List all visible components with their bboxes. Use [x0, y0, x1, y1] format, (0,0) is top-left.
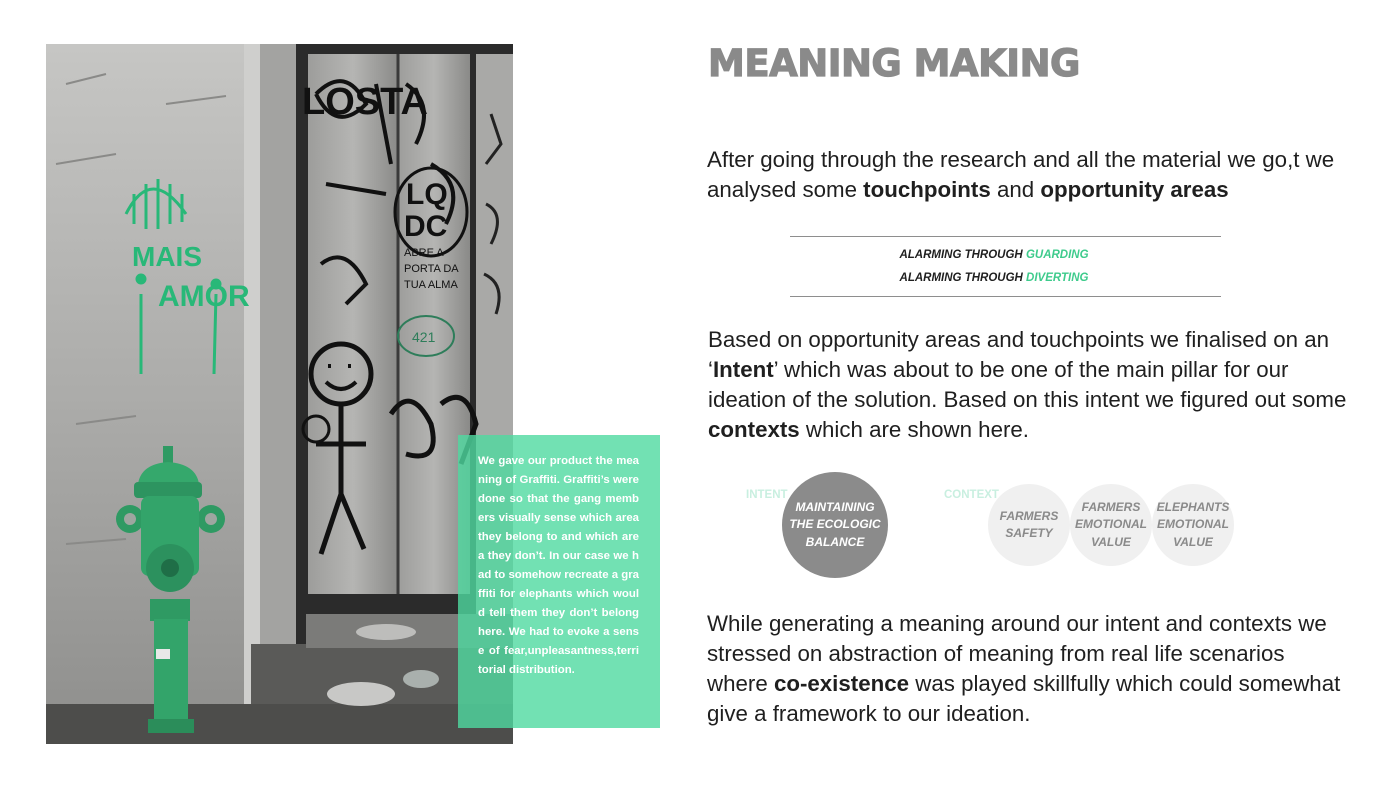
graffiti-photo [46, 44, 513, 744]
para2-bold-contexts: contexts [708, 417, 800, 442]
alarm-prefix: ALARMING THROUGH [899, 249, 1026, 261]
graffiti-number: 421 [412, 329, 436, 345]
graffiti-amor: AMOR [158, 280, 250, 313]
context-value: FARMERS EMOTIONAL VALUE [1075, 499, 1147, 549]
page-title: MEANING MAKING [708, 42, 1080, 85]
para2-text-2: ’ which was about to be one of the main pillar for our ideation of the solution. Based on this intent we figured out some [708, 357, 1347, 412]
context-circle-farmers-emotional [1070, 484, 1152, 566]
graffiti-portada: PORTA DA [404, 263, 459, 275]
paragraph-research [707, 145, 1347, 205]
context-circle-elephants-emotional [1152, 484, 1234, 566]
graffiti-abrea: ABRE A [404, 247, 444, 259]
alarm-prefix: ALARMING THROUGH [899, 272, 1027, 284]
para3-bold-coexistence: co-existence [773, 671, 910, 696]
graffiti-lq: LQ [406, 178, 448, 211]
graffiti-losta: LOSTA [302, 81, 428, 123]
graffiti-dc: DC [404, 210, 448, 243]
paragraph-coexistence [707, 609, 1347, 729]
para2-bold-intent: Intent [712, 357, 774, 382]
intent-circle [782, 472, 888, 578]
divider-bottom [790, 296, 1221, 297]
divider-top [790, 236, 1221, 237]
paragraph-intent [708, 325, 1348, 445]
alarm-accent: DIVERTING [1026, 272, 1089, 284]
intent-value: MAINTAINING THE ECOLOGIC BALANCE [789, 499, 881, 549]
alarm-item-diverting [790, 272, 1198, 284]
graffiti-tuaalma: TUA ALMA [404, 279, 458, 291]
caption-text: We gave our product the meaning of Graffiti. Graffiti’s were done so that the gang members visually sense which area they belong to and which area they don’t. In our case we had to somehow recreate a graffiti for elephants which would tell them they don’t belong here. We had to evoke a sense of fear,unpleasantness,territorial distribution. [478, 455, 639, 676]
alarm-item-guarding [790, 249, 1198, 261]
para2-text-1: Based on opportunity areas and touchpoints we finalised on an ‘ [708, 327, 1330, 382]
alarm-accent: GUARDING [1025, 249, 1089, 261]
para1-bold-touchpoints: touchpoints [863, 177, 991, 202]
caption-box [458, 435, 660, 728]
context-circle-farmers-safety [988, 484, 1070, 566]
para1-bold-opportunity: opportunity areas [1040, 177, 1229, 202]
para1-text-1: After going through the research and all the material we go,t we analysed some [707, 147, 1335, 202]
context-value: FARMERS SAFETY [999, 508, 1059, 540]
para2-text-3: which are shown here. [799, 417, 1029, 442]
para3-text-2: was played skillfully which could somewhat give a framework to our ideation. [707, 671, 1341, 726]
intent-label: INTENT [746, 489, 788, 501]
para1-text-2: and [990, 177, 1041, 202]
context-label: CONTEXT [944, 489, 999, 501]
graffiti-photo-drawing [46, 44, 513, 744]
context-value: ELEPHANTS EMOTIONAL VALUE [1156, 499, 1230, 549]
para3-text-1: While generating a meaning around our intent and contexts we stressed on abstraction of meaning from real life scenarios where [707, 611, 1327, 696]
graffiti-mais: MAIS [132, 241, 202, 272]
